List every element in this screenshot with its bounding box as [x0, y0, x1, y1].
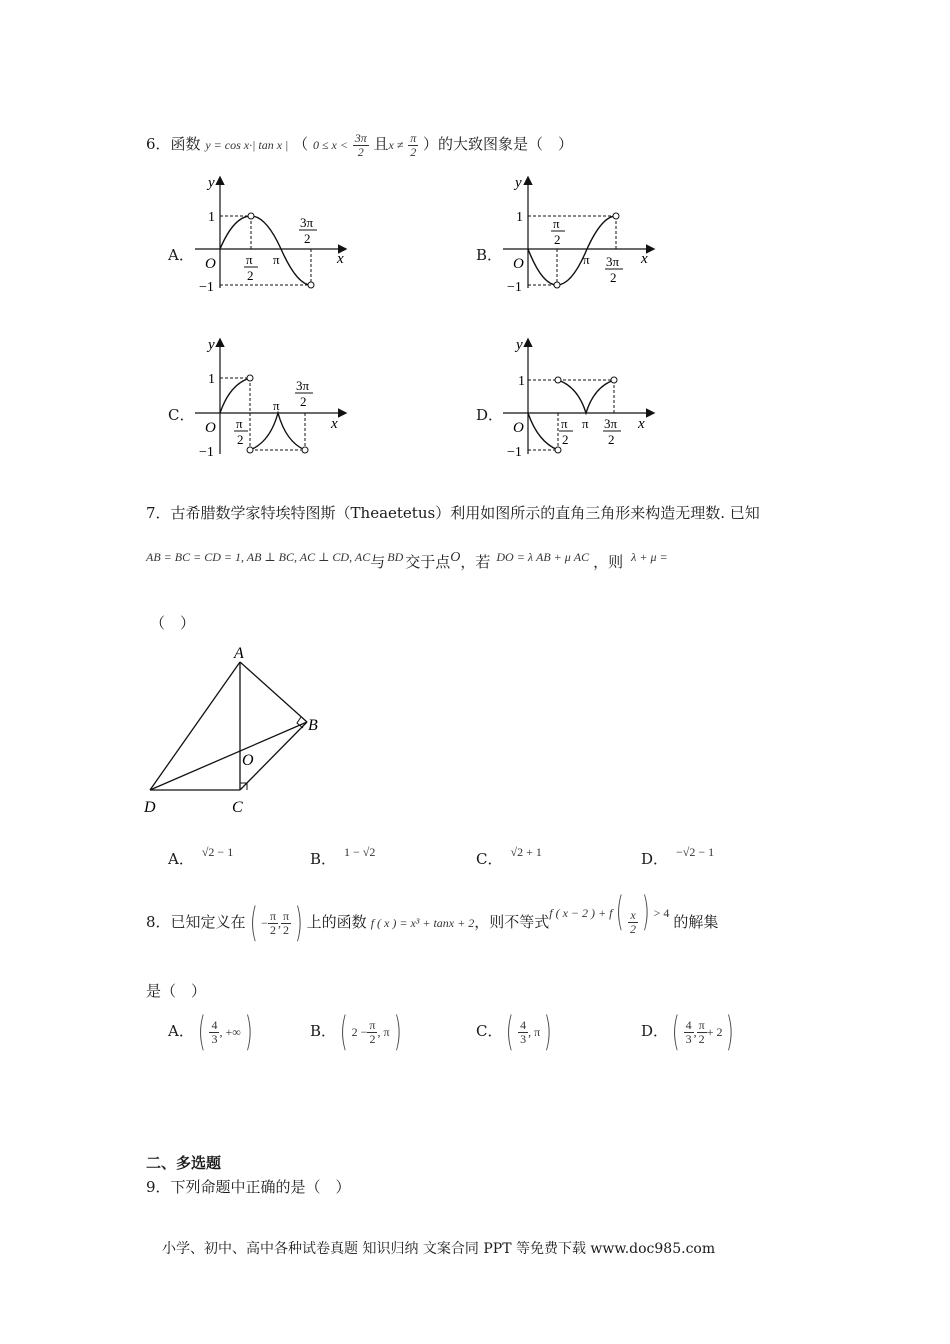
svg-text:x: x [331, 416, 338, 432]
svg-text:−1: −1 [507, 280, 522, 295]
q6-option-d-label: D． [476, 406, 504, 424]
svg-text:π: π [273, 252, 280, 267]
svg-text:π: π [273, 398, 280, 413]
svg-text:2: 2 [608, 432, 615, 447]
q6-graph-b [498, 170, 668, 295]
svg-text:3π: 3π [606, 254, 620, 269]
svg-text:π: π [236, 416, 243, 431]
svg-text:x: x [641, 251, 648, 267]
q6-graph-a [190, 170, 360, 295]
q7-line1: 7．古希腊数学家特埃特图斯（Theaetetus）利用如图所示的直角三角形来构造无理数. 已知 [146, 504, 760, 522]
q7-option-a[interactable]: A． $^{√2 - 1}$ [168, 845, 234, 868]
svg-text:2: 2 [247, 268, 254, 283]
footer: 小学、初中、高中各种试卷真题 知识归纳 文案合同 PPT 等免费下载 www.doc985.com [162, 1241, 716, 1257]
q6-graph-d [498, 332, 668, 462]
q6-graph-c [190, 332, 360, 462]
segment-AB [240, 662, 307, 722]
svg-text:1: 1 [208, 372, 215, 387]
q9-stem: 9．下列命题中正确的是（ ） [146, 1178, 351, 1196]
svg-text:−1: −1 [199, 280, 214, 295]
svg-text:y: y [516, 337, 523, 353]
q7-triangle-figure [140, 640, 330, 820]
q8-line2: 是（ ） [146, 982, 207, 1000]
svg-text:π: π [246, 252, 253, 267]
q6-number: 6． [146, 135, 171, 154]
svg-text:A: A [234, 645, 244, 662]
svg-text:−1: −1 [507, 445, 522, 460]
svg-text:3π: 3π [296, 378, 310, 393]
svg-text:y: y [208, 337, 215, 353]
q7-option-c[interactable]: C． $^{√2 + 1}$ [476, 845, 542, 868]
svg-text:2: 2 [304, 231, 311, 246]
svg-text:π: π [582, 416, 589, 431]
q6-function: y = cos x·| tan x | [205, 138, 289, 153]
q8-stem: 8．已知定义在( − $\frac{\pi}{2}$ , $\frac{\pi}{2}$ ) 上的函数 f ( x ) = x³ + tanx + 2，则不等式$^{f ( x - 2 ) + f}$( $\frac{x}{2}$ ) $^{> 4}$ 的解集 [146, 889, 719, 946]
q8-option-b[interactable]: B．( 2 − $\frac{\pi}{2}$ , π) [310, 1009, 402, 1055]
svg-text:O: O [242, 752, 254, 769]
svg-text:2: 2 [300, 394, 307, 409]
svg-text:3π: 3π [604, 416, 618, 431]
svg-text:O: O [205, 256, 216, 272]
q7-option-b[interactable]: B． $^{1 - √2}$ [310, 845, 376, 868]
svg-text:O: O [513, 420, 524, 436]
svg-text:y: y [208, 175, 215, 191]
section-title: 二、多选题 [146, 1154, 222, 1172]
svg-text:2: 2 [562, 432, 569, 447]
svg-text:x: x [337, 251, 344, 267]
svg-text:1: 1 [518, 374, 525, 389]
curve-right [250, 413, 305, 450]
svg-text:D: D [144, 799, 156, 816]
curve [528, 216, 616, 285]
curve-right [558, 380, 614, 413]
svg-text:2: 2 [610, 270, 617, 285]
q6-frac-3pi-2: $\frac{3\pi}{2}$ [354, 131, 367, 159]
svg-text:π: π [553, 216, 560, 231]
q8-option-d[interactable]: D．( $\frac{4}{3}$ , $\frac{\pi}{2}$ + 2) [641, 1009, 735, 1055]
q8-option-c[interactable]: C．( $\frac{4}{3}$ , π) [476, 1009, 552, 1055]
svg-text:π: π [561, 416, 568, 431]
svg-text:−1: −1 [199, 445, 214, 460]
q6-option-b-label: B． [476, 246, 503, 264]
curve [220, 216, 311, 285]
q8-option-a[interactable]: A．( $\frac{4}{3}$ , +∞) [168, 1009, 253, 1055]
svg-text:x: x [638, 416, 645, 432]
svg-text:3π: 3π [300, 215, 314, 230]
svg-text:1: 1 [208, 210, 215, 225]
svg-text:π: π [583, 252, 590, 267]
q7-option-d[interactable]: D． $^{-√2 - 1}$ [641, 845, 715, 868]
svg-text:2: 2 [554, 232, 561, 247]
curve-left [528, 413, 558, 450]
svg-text:B: B [308, 717, 318, 734]
q6-option-a-label: A． [168, 246, 194, 264]
q6-stem: 6．函数 y = cos x·| tan x | （ 0 ≤ x < $\frac{3\pi}{2}$ 且x ≠ $\frac{\pi}{2}$ ）的大致图象是（ ） [146, 131, 574, 159]
svg-text:O: O [205, 420, 216, 436]
svg-text:1: 1 [516, 210, 523, 225]
svg-text:O: O [513, 256, 524, 272]
svg-text:2: 2 [237, 432, 244, 447]
curve-left [220, 378, 250, 413]
svg-text:y: y [515, 175, 522, 191]
q7-blank: （ ） [150, 614, 196, 632]
q6-frac-pi-2: $\frac{\pi}{2}$ [410, 131, 417, 159]
svg-text:C: C [232, 799, 243, 816]
q6-option-c-label: C． [168, 406, 195, 424]
q7-line2: $^{AB = BC = CD = 1, AB \perp BC, AC \perp CD, AC}$与 $^{BD}$ 交于点O，若 $^{DO = \lambda AB + \mu AC}$ ，则 $^{\lambda + \mu =}$ [146, 550, 668, 571]
